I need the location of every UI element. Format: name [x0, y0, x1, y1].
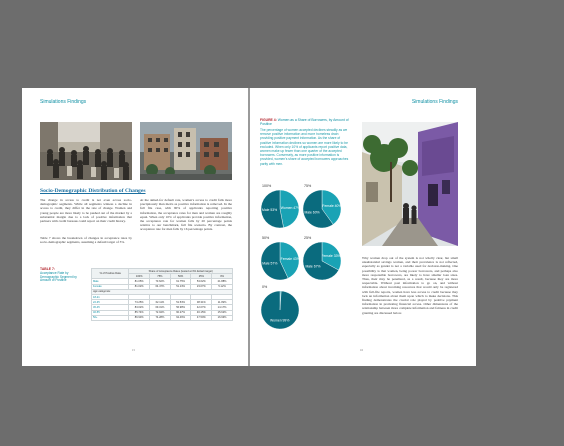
pie-chart-50 [260, 241, 300, 281]
table-row [92, 315, 233, 320]
column-header: 25% [191, 274, 212, 279]
figure-paragraph: The percentage of women accepted declines steadily as we remove positive information and more homeless drain providing positive payment information. As the share of positive information declines so women are more likely to be excluded. When only 10% of applicants report positive data, women make up fewer than one quarter of the accepted borrowers. Conversely, as more positive information is provided, women's share of accepted borrowers approaches parity with men. [260, 128, 349, 166]
column-header: 50% [170, 274, 191, 279]
right-page-header: Simulations Findings [411, 99, 458, 105]
row-label: 22-35 [92, 300, 129, 305]
table-cell: 64.47% [150, 284, 171, 289]
pie-slice-label: Male 67% [305, 264, 321, 269]
pie-slice-label: Women 99% [269, 318, 290, 323]
row-label: 18-21 [92, 294, 129, 299]
table-number: TABLE 7: [40, 267, 56, 271]
table-cell: 53.62% [191, 279, 212, 284]
figure-number: FIGURE 4: [260, 118, 277, 122]
pie-slice-label: Male 60% [304, 210, 320, 215]
table-cell: 15.62% [212, 310, 233, 315]
age-subheader: Age categories [92, 289, 233, 294]
table-cell: 56.98% [170, 305, 191, 310]
table-cell: 62.46% [170, 315, 191, 320]
table-cell: 21.88% [212, 279, 233, 284]
acceptance-rate-table [91, 268, 233, 321]
table-cell: 69.31% [150, 305, 171, 310]
table-cell: 16.93% [212, 315, 233, 320]
crowd-photo [40, 122, 132, 180]
pie-slice-label: Female 33% [321, 253, 341, 258]
table-cell: 5.12% [212, 284, 233, 289]
table-cell: 51.13% [170, 284, 191, 289]
table-cell: 60.27% [170, 310, 191, 315]
table-cell: 61.75% [170, 279, 191, 284]
street-photo [362, 122, 458, 246]
table-cell: 73.25% [129, 300, 150, 305]
row-label: 46-55 [92, 310, 129, 315]
pie-slice-label: Female 40% [322, 203, 342, 208]
figure-label [260, 118, 352, 126]
table-cell: 62.11% [150, 300, 171, 305]
left-paragraph-3: At the aimed-for default rate, women's access to credit falls more precipitously than men's as positive information is removed. In the full file case, with 90% of applicants reporting positive information, the acceptance rates for men and women are roughly equal. When only 10% of applicants provide positive information, the acceptance rate for women falls by 20 percentage points relative to our benchmark, full file scenario. By contrast, the acceptance rate for men falls by 16 percentage points. [140, 198, 232, 232]
table-cell: 72.94% [150, 310, 171, 315]
table-cell: 42.07% [191, 305, 212, 310]
figure-caption: Women as a Share of Borrowers, by Amount of Positive [260, 118, 349, 126]
table-cell: 46.15% [191, 310, 212, 315]
right-page-number: 16 [360, 348, 363, 352]
pie-chart-25 [302, 241, 342, 281]
pie-chart-0 [260, 290, 300, 330]
table-cell: 86.93% [129, 315, 150, 320]
right-page [250, 88, 476, 366]
pie-slice-label: Male 57% [262, 261, 278, 266]
table-cell: 38.31% [191, 300, 212, 305]
left-paragraph-1: The change in access to credit is not even across socio-demographic segments. While all segments witness a decline in access to credit, they differ in the rate of change. Women and young people are more likely to be pushed out of the market by a substantial margin due to a lack of positive information that partners with credit bureaus could report on their credit history. [40, 198, 132, 224]
table-cell: 23.07% [191, 284, 212, 289]
pie-label-25: 25% [304, 236, 312, 240]
city-buildings-photo [140, 122, 232, 180]
pie-chart-75 [302, 189, 342, 229]
pie-label-75: 75% [304, 184, 312, 188]
section-heading: Socio-Demographic Distribution of Changes [40, 188, 146, 194]
table-cell: 74.28% [150, 315, 171, 320]
table-banner-header: Share of Acceptance Rates (tested at 3% default target) [129, 269, 233, 274]
pie-slice-label: Male 53% [262, 208, 278, 213]
column-header: 0% [212, 274, 233, 279]
table-cell: 83.02% [129, 305, 150, 310]
pie-label-100: 100% [262, 184, 272, 188]
row-label: Female [92, 284, 129, 289]
left-paragraph-2: Table 7 shows the breakdown of changes in acceptance rates by socio-demographic segments, assuming a default target of 3%. [40, 236, 132, 245]
right-paragraph: Why women drop out of the system is not wholly clear, but small unsubstantial savings women, and their prevalence is not reflected, especially as gender is not a variable used for decision-making. One possibility is that women, being poorer borrowers, and perhaps also more responsible borrowers, are likely to have smaller loan sizes. Thus, their may be penalized, as a result, because they are more respectable. Without past information to go on, and without information about incoming resources that would only be registered with full-file reports, women have less access to credit because they lack an information about them upon which to make decisions. This finding demonstrates the crucial role played by positive payment information in promoting financial access. Other dimensions of the relationship between more complete information and fairness in credit granting are discussed below. [362, 256, 458, 315]
pie-slice-label: Female 43% [280, 256, 300, 261]
row-label: 36-45 [92, 305, 129, 310]
table-label [40, 268, 86, 283]
left-page-header: Simulations Findings [40, 99, 87, 105]
pie-label-0: 0% [262, 285, 268, 289]
table-cell: 73.62% [150, 279, 171, 284]
table-cell: 47.50% [191, 315, 212, 320]
row-label: 56+ [92, 315, 129, 320]
table-cell: 81.02% [129, 284, 150, 289]
table-cell: 11.09% [212, 300, 233, 305]
table-cell: 85.74% [129, 310, 150, 315]
table-cell: 14.17% [212, 305, 233, 310]
row-label: Male [92, 279, 129, 284]
column-header: 75% [150, 274, 171, 279]
column-header: 100% [129, 274, 150, 279]
pie-chart-100 [260, 189, 300, 229]
left-page-number: 15 [132, 348, 135, 352]
table-cell: 51.53% [170, 300, 191, 305]
left-page [22, 88, 248, 366]
pie-slice [261, 291, 299, 329]
table-cell: 81.05% [129, 279, 150, 284]
table-corner-header: % of Positive Data [92, 269, 129, 279]
pie-label-50: 50% [262, 236, 270, 240]
pie-slice-label: Women 47% [280, 206, 300, 211]
table-caption: Acceptance Rate by Demographic Segment by Amount of Positive [40, 270, 77, 283]
